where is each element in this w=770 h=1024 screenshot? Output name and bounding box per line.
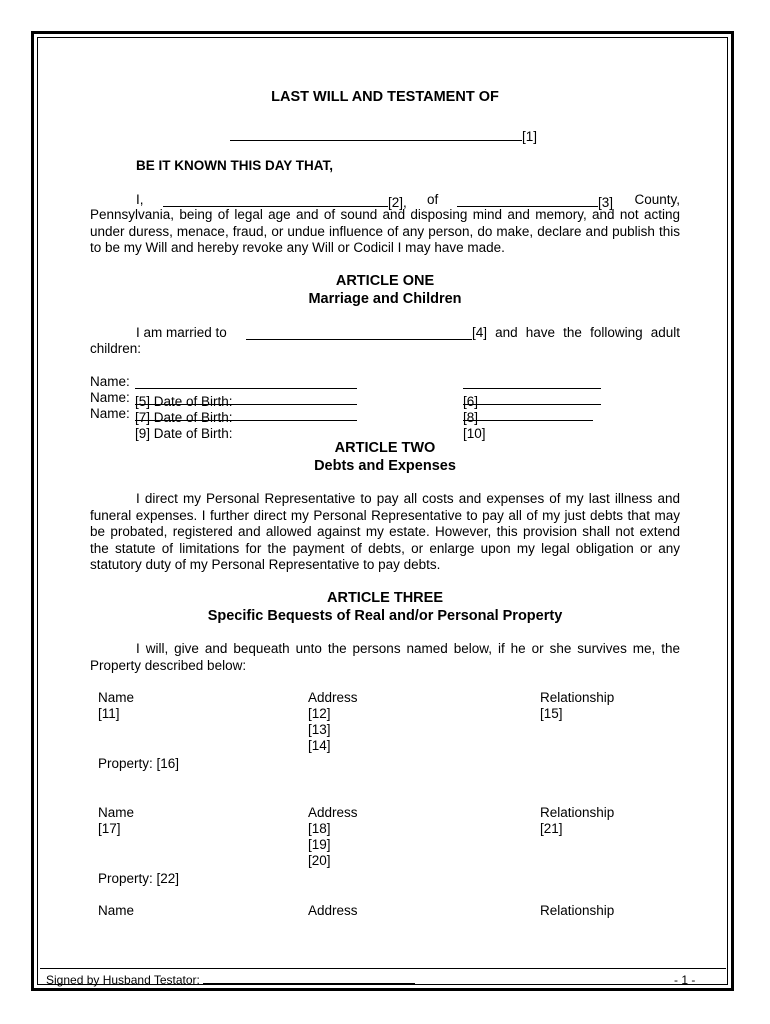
relationship-header: Relationship xyxy=(540,805,615,820)
known-heading: BE IT KNOWN THIS DAY THAT, xyxy=(136,158,334,173)
address-ref[interactable]: [19] xyxy=(308,837,331,852)
child-name-label: Name: xyxy=(90,374,130,389)
child-dob-blank[interactable] xyxy=(463,374,601,389)
married-prefix: I am married to xyxy=(136,325,227,340)
name-header: Name xyxy=(98,690,135,705)
ref-3: [3] xyxy=(598,195,614,210)
child-name-blank[interactable] xyxy=(135,406,357,421)
beneficiary-name-ref[interactable]: [17] xyxy=(98,821,121,836)
child-name-ref: [5] Date of Birth: xyxy=(135,393,233,409)
name-header: Name xyxy=(98,903,135,918)
intro-i: I, xyxy=(136,192,144,207)
child-dob-blank[interactable] xyxy=(463,406,593,421)
address-ref[interactable]: [13] xyxy=(308,722,331,737)
child-dob-ref: [10] xyxy=(463,425,486,441)
bequest-block xyxy=(98,690,658,780)
child-name-label: Name: xyxy=(90,390,130,405)
spouse-blank[interactable] xyxy=(246,325,472,340)
blank-3[interactable] xyxy=(457,192,598,207)
relationship-ref[interactable]: [15] xyxy=(540,706,563,721)
property-ref[interactable]: Property: [22] xyxy=(98,871,180,886)
article-one-subheading: Marriage and Children xyxy=(308,291,462,307)
child-dob-ref: [6] xyxy=(463,393,479,409)
child-name-ref: [9] Date of Birth: xyxy=(135,425,233,441)
article-three-body: I will, give and bequeath unto the persons named below, if he or she survives me, the Property described below: xyxy=(90,641,680,673)
child-name-label: Name: xyxy=(90,406,130,421)
married-suffix-wrap xyxy=(90,341,141,358)
footer-signature xyxy=(46,972,415,989)
child-row xyxy=(90,374,479,409)
relationship-header: Relationship xyxy=(540,690,615,705)
beneficiary-name-ref[interactable]: [11] xyxy=(98,706,120,721)
ref-1: [1] xyxy=(522,129,538,144)
testator-name-line xyxy=(230,126,537,146)
married-suffix: [4] and have the following adult xyxy=(472,325,680,340)
article-two-subheading: Debts and Expenses xyxy=(314,458,456,474)
page-number: - 1 - xyxy=(674,973,696,987)
bequest-block xyxy=(98,805,658,895)
bequest-block xyxy=(98,903,658,921)
married-suffix-line1 xyxy=(472,325,680,341)
signed-label: Signed by Husband Testator: xyxy=(46,973,200,987)
relationship-ref[interactable]: [21] xyxy=(540,821,563,836)
article-two-heading: ARTICLE TWO xyxy=(334,440,436,456)
child-name-blank[interactable] xyxy=(135,374,357,389)
address-ref[interactable]: [20] xyxy=(308,853,331,868)
child-dob-ref: [8] xyxy=(463,409,479,425)
article-three-heading: ARTICLE THREE xyxy=(327,590,443,606)
property-ref[interactable]: Property: [16] xyxy=(98,756,180,771)
children-word: children: xyxy=(90,341,142,356)
article-two-body: I direct my Personal Representative to pay all costs and expenses of my last illness and funeral expenses. I further direct my Personal Representative to pay all of my just debts that may be probated, registered and allowed against my estate. However, this provision shall not extend the statute of limitations for the payment of debts, or enlarge upon my legal obligation or any statutory duty of my Personal Representative to pay debts. xyxy=(90,491,680,572)
ref-2: [2], xyxy=(388,195,407,210)
intro-of: of xyxy=(427,192,439,207)
address-header: Address xyxy=(308,903,358,918)
relationship-header: Relationship xyxy=(540,903,615,918)
name-header: Name xyxy=(98,805,135,820)
address-ref[interactable]: [18] xyxy=(308,821,331,836)
child-name-ref: [7] Date of Birth: xyxy=(135,409,233,425)
testator-name-blank[interactable] xyxy=(230,126,522,141)
spouse-blank-wrap xyxy=(246,325,472,345)
children-list xyxy=(90,374,486,441)
intro-county: County, xyxy=(634,192,680,207)
document-title: LAST WILL AND TESTAMENT OF xyxy=(271,89,499,105)
address-ref[interactable]: [14] xyxy=(308,738,331,753)
article-one-heading: ARTICLE ONE xyxy=(335,273,435,289)
address-ref[interactable]: [12] xyxy=(308,706,331,721)
footer-divider xyxy=(40,968,726,969)
address-header: Address xyxy=(308,690,358,705)
intro-paragraph: Pennsylvania, being of legal age and of sound and disposing mind and memory, and not acting under duress, menace, fraud, or undue influence of any person, do make, declare and publish this to be my Will and hereby revoke any Will or Codicil I may have made. xyxy=(90,207,680,255)
signature-blank[interactable] xyxy=(203,972,415,984)
article-three-subheading: Specific Bequests of Real and/or Personal Property xyxy=(207,608,563,624)
child-dob-blank[interactable] xyxy=(463,390,601,405)
blank-2[interactable] xyxy=(163,192,388,207)
address-header: Address xyxy=(308,805,358,820)
child-name-blank[interactable] xyxy=(135,390,357,405)
